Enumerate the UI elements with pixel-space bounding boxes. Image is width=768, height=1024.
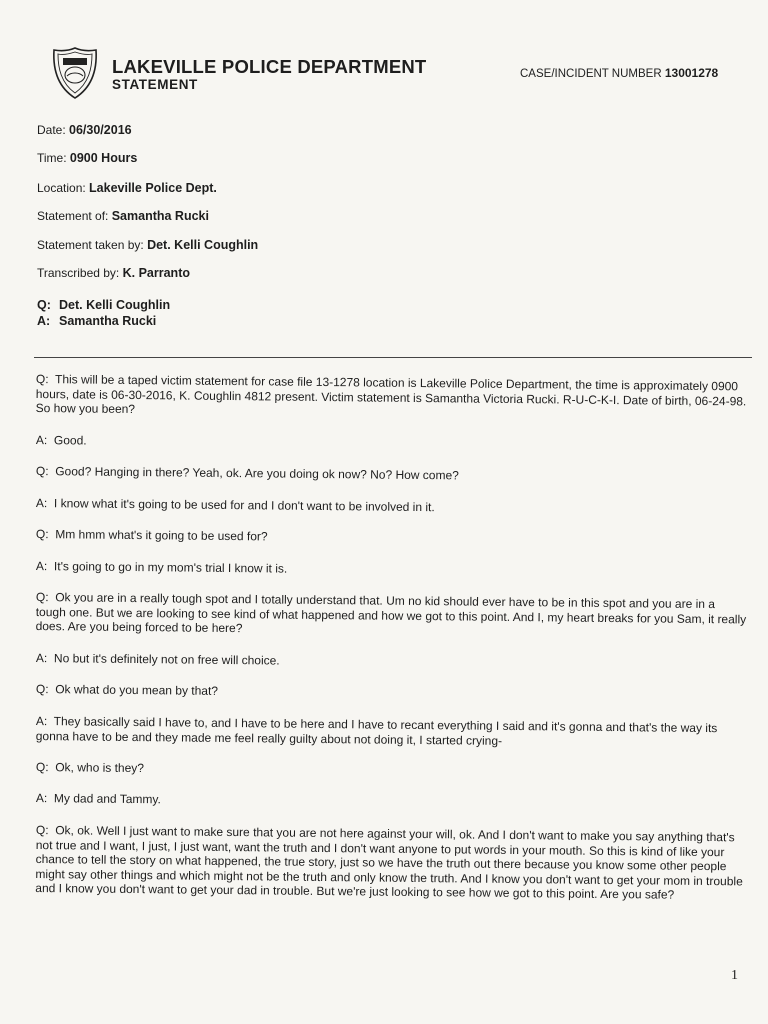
speaker-label: A:: [35, 791, 48, 806]
line-text: I know what it's going to be used for and I don't want to be involved in it.: [53, 495, 435, 514]
transcript-line: [36, 651, 748, 673]
transcript-line: [36, 791, 748, 813]
participant-q: [37, 297, 170, 313]
meta-taken-by: [37, 238, 258, 252]
meta-time: [37, 151, 137, 165]
speaker-label: Q:: [35, 590, 49, 605]
speaker-label: A:: [35, 495, 48, 510]
transcript-line: [36, 527, 748, 549]
meta-label: Statement taken by:: [37, 238, 144, 252]
participant-key: Q:: [37, 298, 51, 312]
meta-label: Time:: [37, 151, 67, 165]
police-badge-icon: [50, 46, 100, 100]
line-text: Ok you are in a really tough spot and I totally understand that. Um no kid should ever have to be in this spot and you are in a tough one. But we are looking to see kind of what happened and how we got to this point. And I, my heart breaks for you Sam, it really does. Are you being forced to be here?: [35, 590, 747, 636]
meta-transcribed-by: [37, 266, 190, 280]
transcript-line: [36, 372, 748, 423]
meta-value: 06/30/2016: [69, 123, 132, 137]
line-text: Ok what do you mean by that?: [55, 682, 219, 698]
meta-value: 0900 Hours: [69, 151, 138, 165]
line-text: No but it's definitely not on free will choice.: [53, 650, 280, 668]
meta-value: Det. Kelli Coughlin: [147, 238, 259, 252]
speaker-label: A:: [35, 432, 48, 447]
line-text: Good? Hanging in there? Yeah, ok. Are you doing ok now? No? How come?: [55, 464, 459, 483]
case-number: [520, 66, 718, 80]
section-divider: [34, 357, 752, 358]
speaker-label: A:: [35, 558, 48, 573]
transcript-line: [35, 823, 748, 903]
participant-key: A:: [37, 314, 51, 328]
line-text: Mm hmm what's it going to be used for?: [55, 527, 268, 544]
meta-statement-of: [37, 209, 209, 223]
participant-name: Samantha Rucki: [59, 314, 157, 328]
transcript-line: [36, 559, 748, 581]
participant-name: Det. Kelli Coughlin: [59, 298, 171, 312]
transcript: [36, 372, 748, 912]
speaker-label: Q:: [35, 464, 49, 479]
line-text: It's going to go in my mom's trial I know it is.: [53, 558, 288, 576]
department-name: LAKEVILLE POLICE DEPARTMENT: [112, 56, 427, 77]
transcript-line: [36, 433, 748, 455]
speaker-label: Q:: [35, 759, 49, 774]
meta-label: Transcribed by:: [37, 266, 120, 280]
transcript-line: [36, 682, 748, 704]
meta-label: Date:: [37, 123, 66, 137]
line-text: Ok, who is they?: [55, 759, 145, 775]
transcript-line: [36, 714, 748, 750]
participant-a: [37, 313, 156, 329]
meta-label: Statement of:: [37, 209, 109, 223]
line-text: My dad and Tammy.: [53, 791, 161, 807]
page-number: 1: [731, 968, 738, 983]
transcript-line: [36, 464, 748, 486]
line-text: This will be a taped victim statement for case file 13-1278 location is Lakeville Police Department, the time is approximately 0900 hours, date is 06-30-2016, K. Coughlin 4812 present. Victim statement is Samantha Victoria Rucki. R-U-C-K-I. Date of birth, 06-24-98. So how you been?: [35, 372, 747, 417]
transcript-line: [36, 760, 748, 782]
meta-value: K. Parranto: [122, 266, 190, 280]
meta-date: [37, 123, 132, 137]
case-number-value: 13001278: [664, 66, 719, 80]
transcript-line: [36, 590, 748, 641]
transcript-line: [36, 496, 748, 518]
speaker-label: Q:: [35, 372, 49, 387]
line-text: Ok, ok. Well I just want to make sure that you are not here against your will, ok. And I don't want to make you say anything that's not true and I want, I just, I just want, want the truth and I don't want anyone to put words in your mouth. So this is kind of like your chance to tell the story on what happened, the true story, just so we have the truth out there because you know some other people might say other things and which might not be the truth and only know the truth. And I know you don't want to get your mom in trouble and I know you don't want to get your dad in trouble. But we're just looking to see how we got to this point. Are you safe?: [35, 822, 743, 902]
speaker-label: A:: [35, 650, 48, 665]
speaker-label: Q:: [35, 527, 49, 542]
speaker-label: Q:: [35, 822, 49, 837]
line-text: Good.: [53, 432, 87, 448]
meta-value: Lakeville Police Dept.: [89, 181, 217, 195]
document-type: STATEMENT: [112, 77, 198, 92]
speaker-label: A:: [35, 713, 48, 728]
case-number-label: CASE/INCIDENT NUMBER: [520, 68, 662, 80]
meta-label: Location:: [37, 181, 86, 195]
speaker-label: Q:: [35, 682, 49, 697]
meta-value: Samantha Rucki: [111, 209, 209, 223]
line-text: They basically said I have to, and I have to be here and I have to recant everything I said and it's gonna and that's the way its gonna have to be and they made me feel really guilty about not doing it, I started crying-: [35, 713, 718, 747]
meta-location: [37, 181, 217, 195]
